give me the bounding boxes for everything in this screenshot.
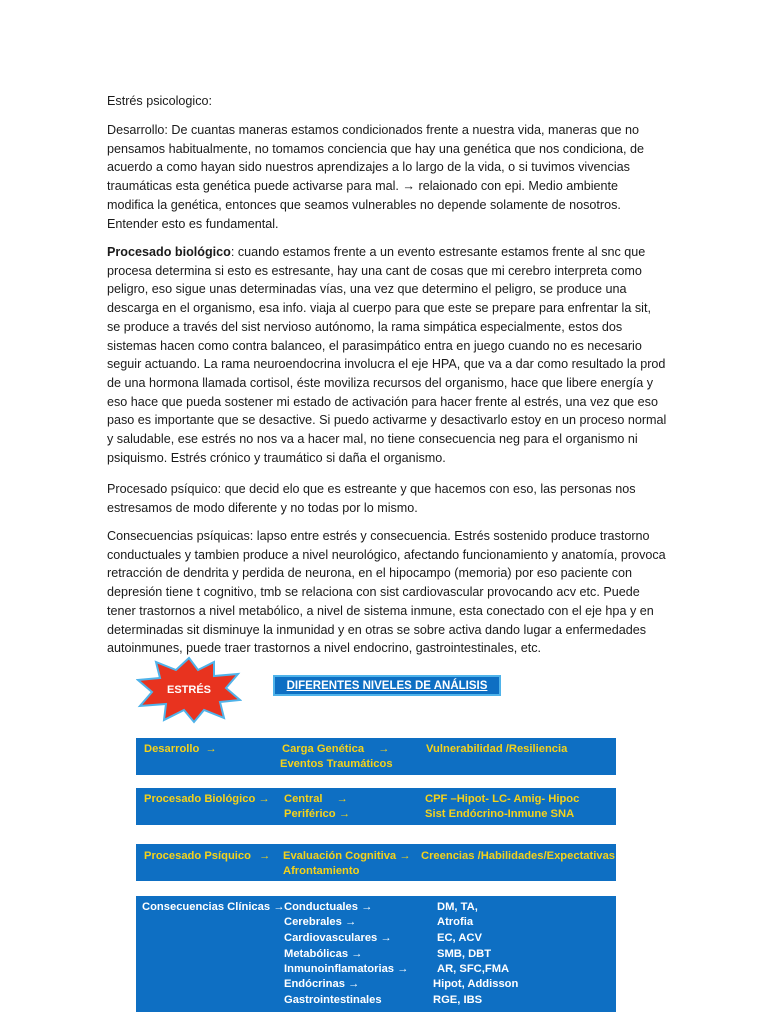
document-title: Estrés psicologico:	[107, 94, 212, 108]
band-desarrollo	[136, 738, 616, 775]
eventos-traumaticos: Eventos Traumáticos	[280, 758, 393, 770]
band-biologico	[136, 788, 616, 825]
paragraph-procesado-biologico	[107, 243, 667, 467]
central-arrow: →	[336, 793, 348, 805]
vulnerabilidad-resiliencia: Vulnerabilidad /Resiliencia	[426, 743, 568, 755]
paragraph-desarrollo: Desarrollo: De cuantas maneras estamos condicionados frente a nuestra vida, maneras que no pensamos habitualmente, no tomamos conciencia que hay una genética que nos condiciona, de acuerdo a como hayan sido nuestros aprendizajes a lo largo de la vida, o si tuvimos vivencias traumáticas esta genética puede activarse para mal. → relaionado con epi. Medio ambiente modifica la genética, entonces que seamos vulnerables no depende solamente de nosotros. Entender esto es fundamental.	[107, 123, 644, 231]
clinicas-row-right: SMB, DBT	[437, 948, 492, 960]
clinicas-row-mid: Endócrinas →	[284, 978, 360, 990]
periferico: Periférico →	[284, 808, 350, 820]
diagram-title: DIFERENTES NIVELES DE ANÁLISIS	[286, 679, 488, 692]
band-psiquico	[136, 844, 616, 881]
clinicas-row-right: AR, SFC,FMA	[437, 963, 510, 975]
carga-genetica: Carga Genética	[282, 743, 365, 755]
clinicas-row-mid: Inmunoinflamatorias →	[284, 963, 409, 975]
clinicas-row-right: DM, TA,	[437, 901, 478, 913]
diagram-title-box	[273, 675, 501, 696]
clinicas-row-right: EC, ACV	[437, 932, 482, 944]
clinicas-label: Consecuencias Clínicas →	[142, 901, 285, 913]
estres-starburst	[136, 656, 242, 724]
band-clinicas	[136, 896, 616, 1012]
creencias: Creencias /Habilidades/Expectativas	[421, 850, 616, 862]
evaluacion-cognitiva: Evaluación Cognitiva →	[283, 850, 411, 862]
clinicas-row-mid: Conductuales →	[284, 901, 373, 913]
clinicas-row-right: Hipot, Addisson	[433, 978, 519, 990]
psiquico-label: Procesado Psíquico	[144, 850, 251, 862]
biologico-label: Procesado Biológico →	[144, 793, 270, 805]
clinicas-row-mid: Gastrointestinales	[284, 994, 382, 1006]
sist-endocrino: Sist Endócrino-Inmune SNA	[425, 808, 575, 820]
afrontamiento: Afrontamiento	[283, 865, 360, 877]
cpf-hipot: CPF –Hipot- LC- Amig- Hipoc	[425, 793, 580, 805]
psiquico-arrow: →	[258, 850, 271, 862]
paragraph-lead: Procesado biológico	[107, 245, 231, 259]
paragraph-body: : cuando estamos frente a un evento estresante estamos frente al snc que procesa determina si esto es estresante, hay una cant de cosas que mi cerebro interpreta como peligro, eso sigue unas determinadas vías, una vez que determino el peligro, se produce una descarga en el organismo, esa info. viaja al cuerpo para que este se prepare para enfrentar la sit, se produce a través del sist nervioso autónomo, la rama simpática especialmente, estos dos sistemas hacen como contra balanceo, el parasimpático entra en juego cuando no es necesario seguir actuando. La rama neuroendocrina involucra el eje HPA, que va a dar como resultado la prod de una hormona llamada cortisol, éste moviliza recursos del organismo, hace que libere energía y eso hace que pueda sostener mi estado de activación para hacer frente al estrés, una vez que eso paso es importante que se desactive. Si puedo activarme y desactivarlo estoy en un proceso normal y saludable, ese estrés no nos va a hacer mal, no tiene consecuencia neg para el organismo ni psiquismo. Estrés crónico y traumático si daña el organismo.	[107, 245, 667, 465]
desarrollo-arrow: →	[205, 743, 217, 755]
paragraph-procesado-psiquico: Procesado psíquico: que decid elo que es estreante y que hacemos con eso, las personas nos estresamos de modo diferente y no todas por lo mismo.	[107, 482, 636, 515]
carga-arrow: →	[378, 743, 390, 755]
clinicas-row-mid: Metabólicas →	[284, 948, 363, 960]
clinicas-row-mid: Cardiovasculares →	[284, 932, 392, 944]
starburst-label: ESTRÉS	[166, 684, 211, 696]
paragraph-consecuencias: Consecuencias psíquicas: lapso entre estrés y consecuencia. Estrés sostenido produce trastorno conductuales y tambien produce a nivel neurológico, afectando funcionamiento y anatomía, provoca retracción de dendrita y perdida de neurona, en el hipocampo (memoria) por eso paciente con depresión tiene t cognitivo, tmb se relaciona con sist cardiovascular provocando acv etc. Puede tener trastornos a nivel metabólico, a nivel de sistema inmune, esta conectado con el eje hpa y en determinadas sit disminuye la inmunidad y en otras se sobre activa dando lugar a enfermedades autoinmunes, puede traer trastornos a nivel endocrino, gastrointestinales, etc.	[107, 529, 666, 656]
desarrollo-label: Desarrollo	[144, 743, 200, 755]
clinicas-row-right: Atrofia	[437, 916, 474, 928]
clinicas-row-mid: Cerebrales →	[284, 916, 357, 928]
central: Central	[284, 793, 323, 805]
clinicas-row-right: RGE, IBS	[433, 994, 483, 1006]
